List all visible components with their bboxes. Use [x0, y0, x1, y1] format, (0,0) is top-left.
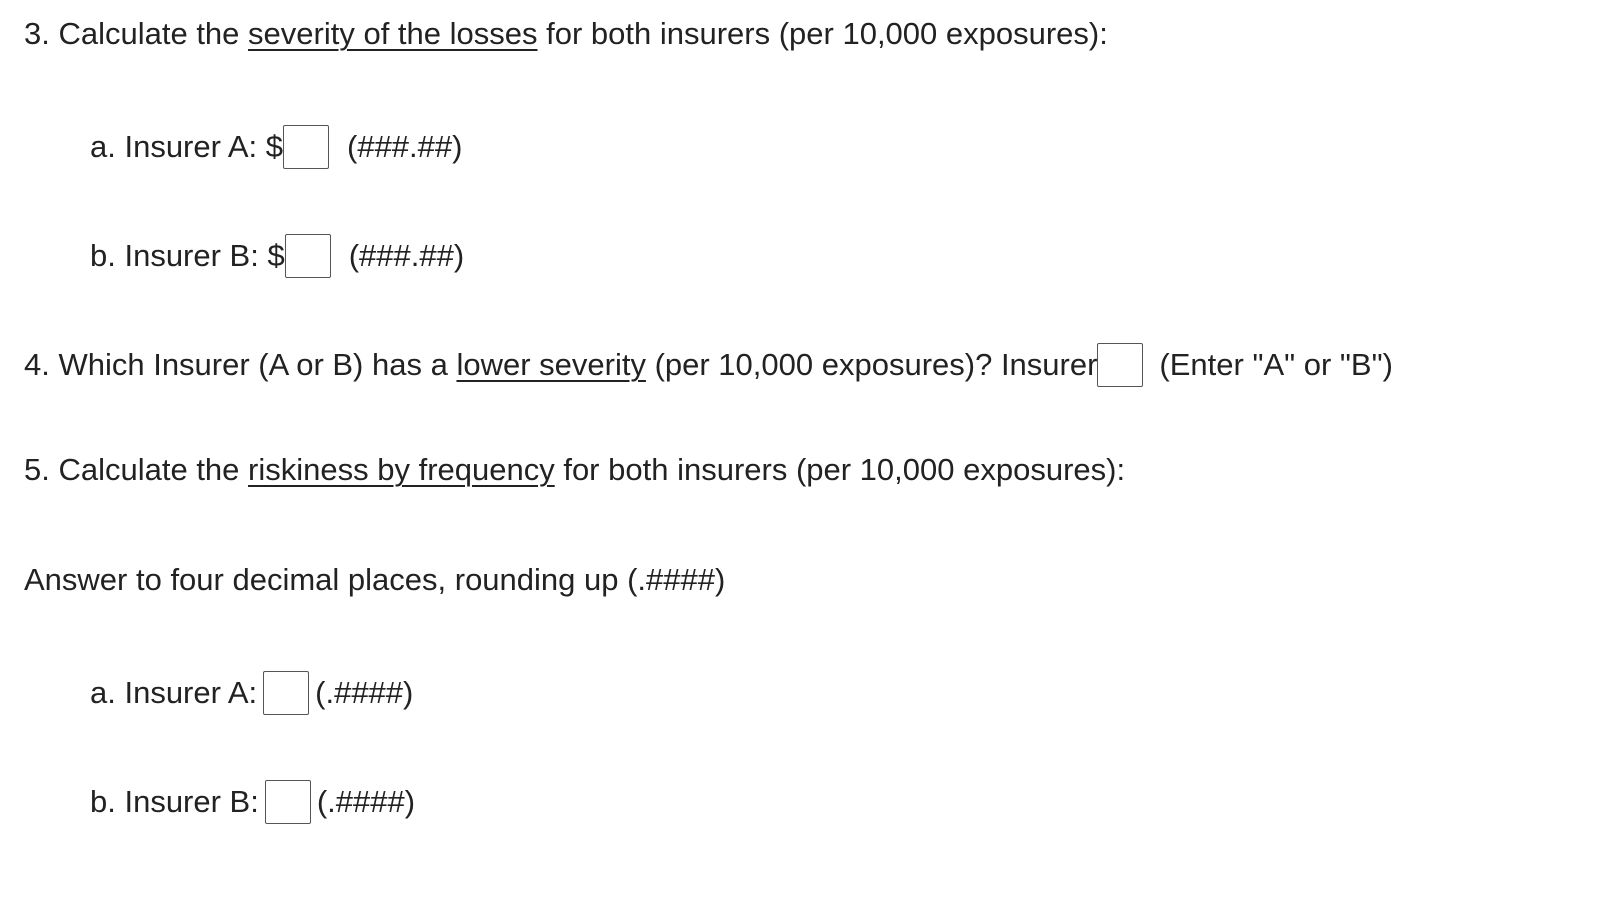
question-5-prefix: 5. Calculate the: [24, 452, 249, 487]
question-3b-row: [90, 233, 464, 279]
question-3b-input-field[interactable]: [286, 235, 330, 277]
question-5-instruction-text: Answer to four decimal places, rounding up (.####): [24, 562, 726, 597]
question-5a-label: a. Insurer A:: [90, 675, 258, 710]
question-4-input-field[interactable]: [1098, 344, 1142, 386]
question-5a-row: [90, 670, 413, 716]
question-3a-answer-input[interactable]: [283, 125, 329, 169]
question-4-underlined-term: lower severity: [456, 347, 646, 382]
question-5-heading: [24, 452, 1125, 488]
question-4-row: [24, 342, 1393, 388]
question-5a-format-hint: (.####): [315, 675, 414, 710]
question-4-suffix: (per 10,000 exposures)? Insurer: [645, 347, 1098, 382]
question-3-prefix: 3. Calculate the: [24, 16, 249, 51]
question-5-underlined-term: riskiness by frequency: [248, 452, 555, 487]
question-3b-format-hint: (###.##): [348, 238, 465, 273]
question-3a-row: [90, 124, 462, 170]
question-4-answer-input[interactable]: [1097, 343, 1143, 387]
question-5b-input-field[interactable]: [266, 781, 310, 823]
question-5-suffix: for both insurers (per 10,000 exposures):: [554, 452, 1126, 487]
question-3a-input-field[interactable]: [284, 126, 328, 168]
question-4-hint: (Enter "A" or "B"): [1159, 347, 1393, 382]
question-3a-label: a. Insurer A: $: [90, 129, 283, 164]
question-5b-row: [90, 779, 415, 825]
question-3a-format-hint: (###.##): [347, 129, 463, 164]
question-5a-input-field[interactable]: [264, 672, 308, 714]
question-5b-format-hint: (.####): [316, 784, 416, 819]
question-4-prefix: 4. Which Insurer (A or B) has a: [24, 347, 457, 382]
question-5a-answer-input[interactable]: [263, 671, 309, 715]
question-3b-label: b. Insurer B: $: [90, 238, 285, 273]
question-3-heading: [24, 16, 1108, 52]
question-5b-answer-input[interactable]: [265, 780, 311, 824]
question-3-suffix: for both insurers (per 10,000 exposures):: [537, 16, 1108, 51]
question-5-instruction: [24, 562, 725, 598]
question-5b-label: b. Insurer B:: [90, 784, 259, 819]
question-3b-answer-input[interactable]: [285, 234, 331, 278]
question-3-underlined-term: severity of the losses: [248, 16, 538, 51]
